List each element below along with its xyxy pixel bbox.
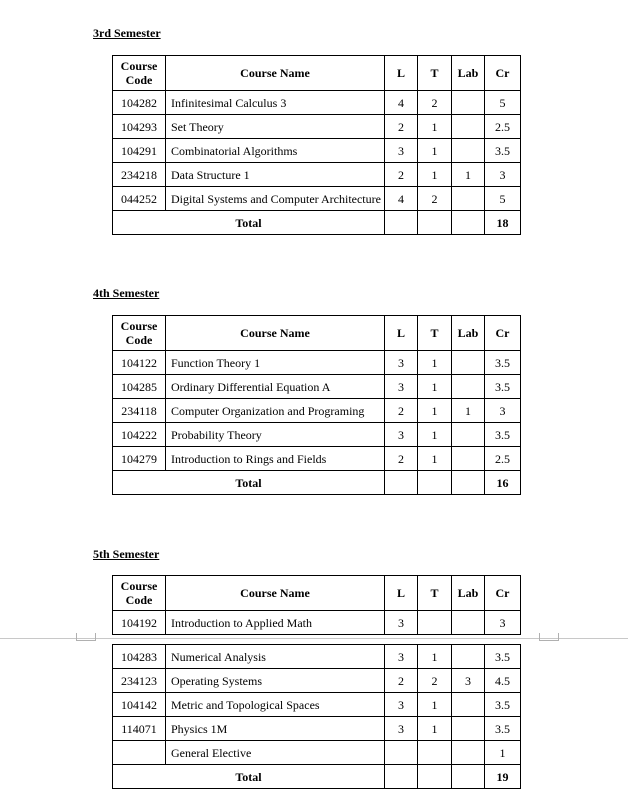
tutorial-hours: 1 <box>418 447 452 471</box>
semester-title: 3rd Semester <box>93 26 161 40</box>
course-code: 114071 <box>113 717 166 741</box>
total-credits: 18 <box>485 211 521 235</box>
course-name: Set Theory <box>166 115 385 139</box>
total-label: Total <box>113 471 385 495</box>
total-label: Total <box>113 765 385 789</box>
lab-hours <box>452 741 485 765</box>
header-row <box>113 316 521 351</box>
tutorial-hours: 2 <box>418 91 452 115</box>
table-row <box>113 717 521 741</box>
tutorial-hours: 1 <box>418 139 452 163</box>
course-name: Infinitesimal Calculus 3 <box>166 91 385 115</box>
credits: 3 <box>485 399 521 423</box>
table-row <box>113 693 521 717</box>
empty-cell <box>452 765 485 789</box>
empty-cell <box>385 211 418 235</box>
tutorial-hours: 2 <box>418 669 452 693</box>
lecture-hours: 2 <box>385 115 418 139</box>
lab-hours <box>452 611 485 635</box>
header-tutorial: T <box>418 316 452 351</box>
semester-title: 4th Semester <box>93 286 160 300</box>
credits: 3.5 <box>485 139 521 163</box>
empty-cell <box>385 471 418 495</box>
lab-hours <box>452 645 485 669</box>
header-tutorial: T <box>418 576 452 611</box>
credits: 3.5 <box>485 423 521 447</box>
lecture-hours: 4 <box>385 91 418 115</box>
empty-cell <box>418 471 452 495</box>
tutorial-hours: 1 <box>418 693 452 717</box>
header-lecture: L <box>385 316 418 351</box>
empty-cell <box>418 211 452 235</box>
course-name: Computer Organization and Programing <box>166 399 385 423</box>
header-course-name: Course Name <box>166 56 385 91</box>
lecture-hours: 2 <box>385 163 418 187</box>
total-row <box>113 765 521 789</box>
header-row <box>113 56 521 91</box>
course-name: Operating Systems <box>166 669 385 693</box>
header-lab: Lab <box>452 56 485 91</box>
credits: 2.5 <box>485 447 521 471</box>
course-name: Ordinary Differential Equation A <box>166 375 385 399</box>
tutorial-hours: 1 <box>418 645 452 669</box>
table-row <box>113 163 521 187</box>
table-row <box>113 741 521 765</box>
left-margin-marker <box>76 633 96 641</box>
table-row <box>113 447 521 471</box>
lecture-hours: 3 <box>385 693 418 717</box>
credits: 3.5 <box>485 351 521 375</box>
total-row <box>113 471 521 495</box>
lab-hours <box>452 423 485 447</box>
course-code: 104291 <box>113 139 166 163</box>
credits: 5 <box>485 91 521 115</box>
credits: 4.5 <box>485 669 521 693</box>
lecture-hours: 3 <box>385 351 418 375</box>
lab-hours <box>452 447 485 471</box>
empty-cell <box>385 765 418 789</box>
table-row <box>113 351 521 375</box>
course-code: 044252 <box>113 187 166 211</box>
course-code <box>113 741 166 765</box>
table-row <box>113 645 521 669</box>
tutorial-hours: 2 <box>418 187 452 211</box>
header-tutorial: T <box>418 56 452 91</box>
header-lecture: L <box>385 56 418 91</box>
header-course-code: Course Code <box>113 576 166 611</box>
lab-hours: 1 <box>452 163 485 187</box>
total-label: Total <box>113 211 385 235</box>
header-lab: Lab <box>452 576 485 611</box>
header-row <box>113 576 521 611</box>
credits: 1 <box>485 741 521 765</box>
course-name: Function Theory 1 <box>166 351 385 375</box>
course-code: 104293 <box>113 115 166 139</box>
table-row <box>113 375 521 399</box>
header-course-name: Course Name <box>166 576 385 611</box>
lecture-hours: 3 <box>385 611 418 635</box>
empty-cell <box>452 211 485 235</box>
credits: 2.5 <box>485 115 521 139</box>
lecture-hours: 3 <box>385 375 418 399</box>
course-name: General Elective <box>166 741 385 765</box>
tutorial-hours: 1 <box>418 163 452 187</box>
course-name: Data Structure 1 <box>166 163 385 187</box>
lab-hours <box>452 693 485 717</box>
tutorial-hours: 1 <box>418 399 452 423</box>
table-row <box>113 91 521 115</box>
lecture-hours: 3 <box>385 139 418 163</box>
lab-hours <box>452 91 485 115</box>
tutorial-hours: 1 <box>418 351 452 375</box>
total-credits: 19 <box>485 765 521 789</box>
tutorial-hours <box>418 741 452 765</box>
course-table-continued <box>112 644 521 789</box>
table-row <box>113 187 521 211</box>
lab-hours <box>452 351 485 375</box>
course-code: 104285 <box>113 375 166 399</box>
lab-hours <box>452 717 485 741</box>
lab-hours: 1 <box>452 399 485 423</box>
header-lab: Lab <box>452 316 485 351</box>
lecture-hours: 3 <box>385 645 418 669</box>
table-row <box>113 139 521 163</box>
course-name: Probability Theory <box>166 423 385 447</box>
lecture-hours: 4 <box>385 187 418 211</box>
course-table <box>112 55 521 235</box>
course-code: 234118 <box>113 399 166 423</box>
lecture-hours: 3 <box>385 717 418 741</box>
table-row <box>113 399 521 423</box>
right-margin-marker <box>539 633 559 641</box>
credits: 5 <box>485 187 521 211</box>
lab-hours <box>452 375 485 399</box>
empty-cell <box>452 471 485 495</box>
tutorial-hours: 1 <box>418 717 452 741</box>
tutorial-hours: 1 <box>418 115 452 139</box>
credits: 3 <box>485 611 521 635</box>
tutorial-hours: 1 <box>418 375 452 399</box>
course-code: 104283 <box>113 645 166 669</box>
course-code: 234218 <box>113 163 166 187</box>
course-code: 104279 <box>113 447 166 471</box>
credits: 3.5 <box>485 375 521 399</box>
semester-title: 5th Semester <box>93 547 160 561</box>
table-row <box>113 669 521 693</box>
total-row <box>113 211 521 235</box>
course-name: Combinatorial Algorithms <box>166 139 385 163</box>
course-code: 234123 <box>113 669 166 693</box>
table-row <box>113 115 521 139</box>
course-table <box>112 315 521 495</box>
tutorial-hours <box>418 611 452 635</box>
header-credits: Cr <box>485 576 521 611</box>
header-credits: Cr <box>485 316 521 351</box>
header-lecture: L <box>385 576 418 611</box>
empty-cell <box>418 765 452 789</box>
credits: 3.5 <box>485 717 521 741</box>
lecture-hours: 2 <box>385 669 418 693</box>
lab-hours <box>452 139 485 163</box>
lecture-hours: 3 <box>385 423 418 447</box>
header-course-code: Course Code <box>113 316 166 351</box>
course-name: Introduction to Rings and Fields <box>166 447 385 471</box>
table-row <box>113 423 521 447</box>
lab-hours <box>452 187 485 211</box>
lab-hours: 3 <box>452 669 485 693</box>
course-name: Numerical Analysis <box>166 645 385 669</box>
course-code: 104192 <box>113 611 166 635</box>
lecture-hours <box>385 741 418 765</box>
course-code: 104282 <box>113 91 166 115</box>
course-name: Digital Systems and Computer Architecture <box>166 187 385 211</box>
header-credits: Cr <box>485 56 521 91</box>
lecture-hours: 2 <box>385 447 418 471</box>
tutorial-hours: 1 <box>418 423 452 447</box>
course-code: 104122 <box>113 351 166 375</box>
credits: 3.5 <box>485 645 521 669</box>
course-code: 104142 <box>113 693 166 717</box>
credits: 3 <box>485 163 521 187</box>
lecture-hours: 2 <box>385 399 418 423</box>
table-row <box>113 611 521 635</box>
course-code: 104222 <box>113 423 166 447</box>
course-name: Metric and Topological Spaces <box>166 693 385 717</box>
total-credits: 16 <box>485 471 521 495</box>
header-course-name: Course Name <box>166 316 385 351</box>
lab-hours <box>452 115 485 139</box>
header-course-code: Course Code <box>113 56 166 91</box>
credits: 3.5 <box>485 693 521 717</box>
course-name: Introduction to Applied Math <box>166 611 385 635</box>
course-name: Physics 1M <box>166 717 385 741</box>
course-table <box>112 575 521 635</box>
